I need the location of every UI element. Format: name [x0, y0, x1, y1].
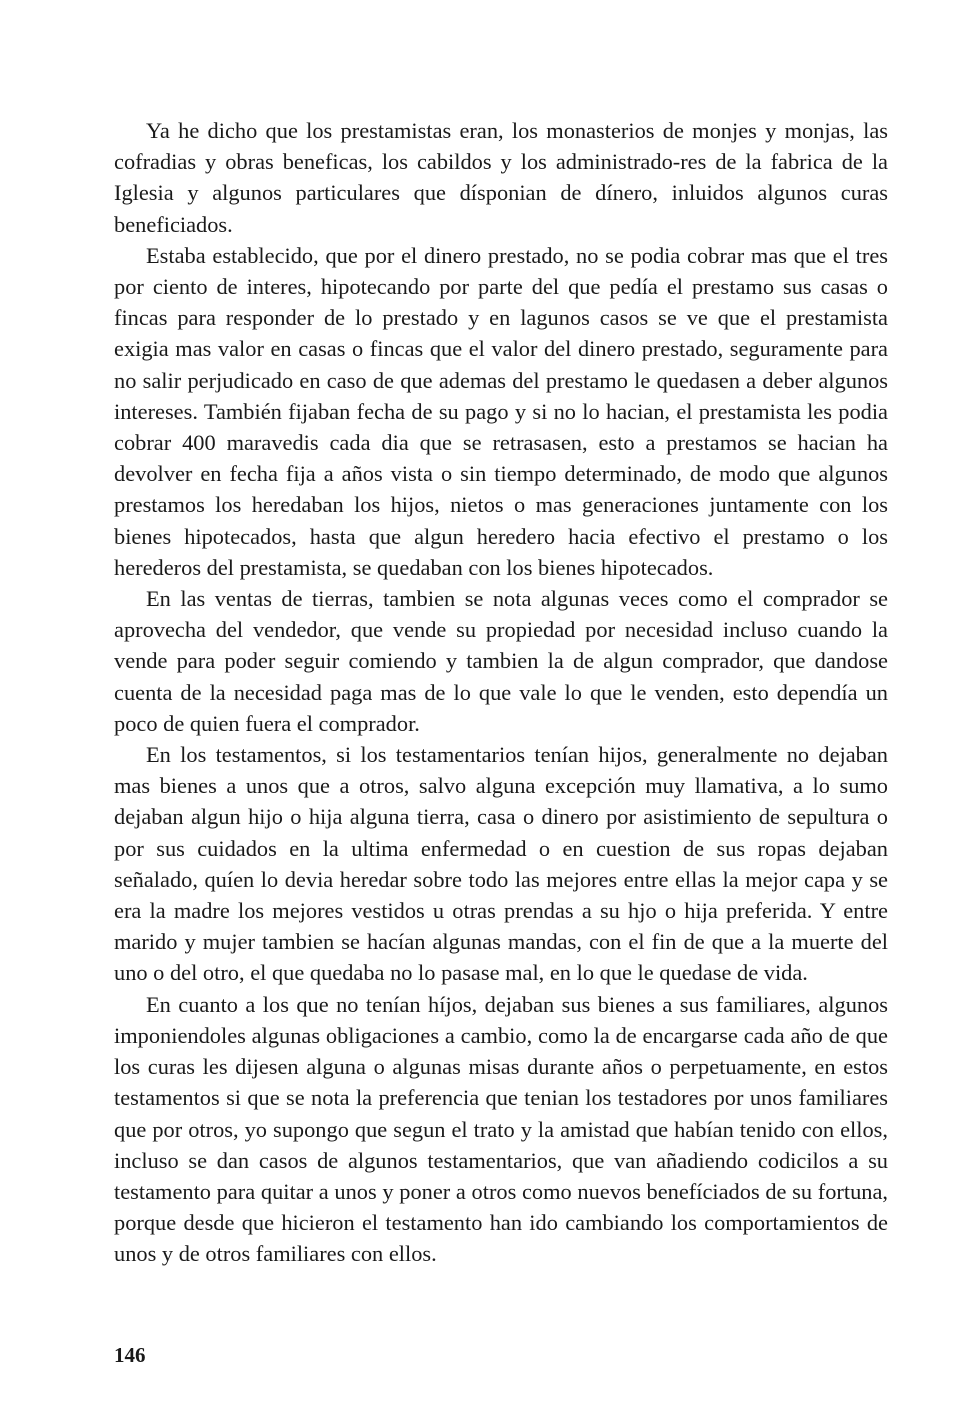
- paragraph-prestamistas: Ya he dicho que los prestamistas eran, los monasterios de monjes y monjas, las cofradias y obras beneficas, los cabildos y los administrado-res de la fabrica de la Iglesia y algunos particulares que dísponian de dínero, inluidos algunos curas beneficiados.: [114, 118, 888, 237]
- paragraph-testamentos-sin-hijos: En cuanto a los que no tenían híjos, dejaban sus bienes a sus familiares, algunos imponiendoles algunas obligaciones a cambio, como la de encargarse cada año de que los curas les dijesen alguna o algunas misas durante años o perpetuamente, en estos testamentos si que se nota la preferencia que tenian los testadores por unos familiares que por otros, yo supongo que segun el trato y la amistad que habían tenido con ellos, incluso se dan casos de algunos testamentarios, que van añadiendo codicilos a su testamento para quitar a unos y poner a otros como nuevos benefíciados de su fortuna, porque desde que hicieron el testamento han ido cambiando los comportamientos de unos y de otros familiares con ellos.: [114, 991, 888, 1267]
- paragraph-testamentos-hijos: En los testamentos, si los testamentarios tenían hijos, generalmente no dejaban mas bienes a unos que a otros, salvo alguna excepción muy llamativa, a lo sumo dejaban algun hijo o hija alguna tierra, casa o dinero por asistimiento de sepultura o por sus cuidados en la ultima enfermedad o en cuestion de sus ropas dejaban señalado, quíen lo devia heredar sobre todo las mejores entre ellas la mejor capa y se era la madre los mejores vestidos u otras prendas a su hjo o hija preferida. Y entre marido y mujer tambien se hacían algunas mandas, con el fin de que a la muerte del uno o del otro, el que quedaba no lo pasase mal, en lo que le quedase de vida.: [114, 742, 888, 986]
- page-number: 146: [114, 1343, 146, 1367]
- body-text: [114, 115, 888, 1270]
- paragraph-ventas: En las ventas de tierras, tambien se nota algunas veces como el comprador se aprovecha del vendedor, que vende su propiedad por necesidad incluso cuando la vende para poder seguir comiendo y tambien la de algun comprador, que dandose cuenta de la necesidad paga mas de lo que vale lo que le venden, esto dependía un poco de quien fuera el comprador.: [114, 586, 888, 736]
- paragraph-interes: Estaba establecido, que por el dinero prestado, no se podia cobrar mas que el tres por ciento de interes, hipotecando por parte del que pedía el prestamo sus casas o fincas para responder de lo prestado y en lagunos casos se ve que el prestamista exigia mas valor en casas o fincas que el valor del dinero prestado, seguramente para no salir perjudicado en caso de que ademas del prestamo le quedasen a deber algunos intereses. También fijaban fecha de su pago y si no lo hacian, el prestamista les podia cobrar 400 maravedis cada dia que se retrasasen, esto a prestamos se hacian ha devolver en fecha fija a años vista o sin tiempo determinado, de modo que algunos prestamos los heredaban los hijos, nietos o mas generaciones juntamente con los bienes hipotecados, hasta que algun heredero hacia efectivo el prestamo o los herederos del prestamista, se quedaban con los bienes hipotecados.: [114, 242, 888, 580]
